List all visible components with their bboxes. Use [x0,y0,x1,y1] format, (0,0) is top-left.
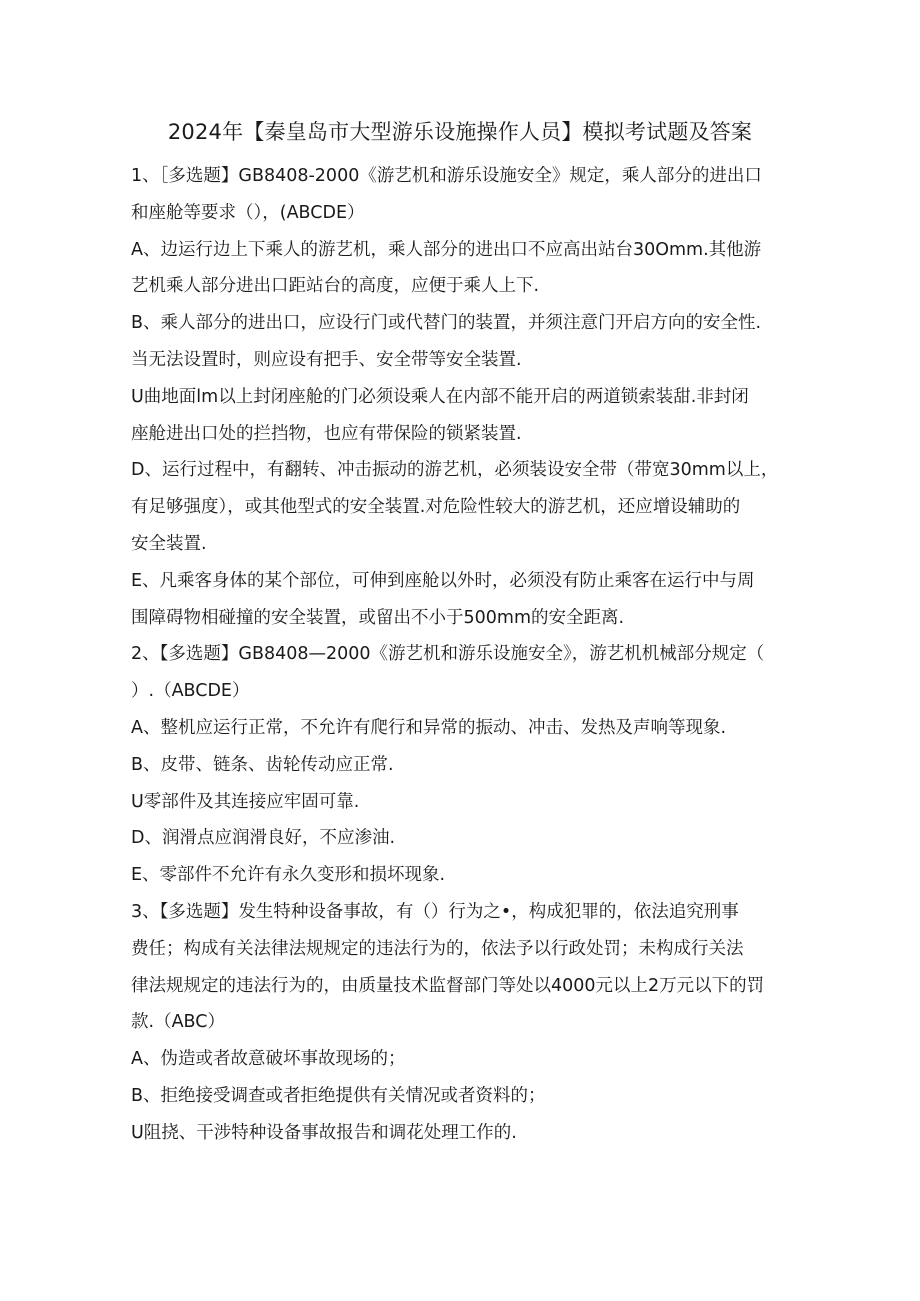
q2-option-a: A、整机应运行正常，不允许有爬行和异常的振动、冲击、发热及声响等现象. [131,717,727,738]
q1-option-e-line-2: 围障碍物相碰撞的安全装置，或留出不小于500mm的安全距离. [131,607,625,628]
q3-line-4: 款.（ABC） [131,1012,225,1033]
q1-option-c-line-2: 座舱进出口处的拦挡物，也应有带保险的锁紧装置. [131,423,522,444]
q1-option-d-line-3: 安全装置. [131,533,207,554]
q2-line-2: ）.（ABCDE） [131,681,250,702]
q1-option-c-line-1: U曲地面lm以上封闭座舱的门必须设乘人在内部不能开启的两道锁索装甜.非封闭 [131,386,749,407]
q1-option-b-line-1: B、乘人部分的进出口，应设行门或代替门的装置，并须注意门开启方向的安全性. [131,313,762,334]
q2-option-b: B、皮带、链条、齿轮传动应正常. [131,754,394,775]
q3-line-2: 费任；构成有关法律法规规定的违法行为的，依法予以行政处罚；未构成行关法 [131,938,744,959]
q1-option-d-line-2: 有足够强度），或其他型式的安全装置.对危险性较大的游艺机，还应增设辅助的 [131,497,741,518]
q1-option-a-line-1: A、边运行边上下乘人的游艺机，乘人部分的进出口不应高出站台30Omm.其他游 [131,239,762,260]
q1-option-a-line-2: 艺机乘人部分进出口距站台的高度，应便于乘人上下. [131,276,540,297]
q3-option-a: A、伪造或者故意破坏事故现场的； [131,1049,406,1070]
q1-option-e-line-1: E、凡乘客身体的某个部位，可伸到座舱以外时，必须没有防止乘客在运行中与周 [131,570,755,591]
q3-line-3: 律法规规定的违法行为的，由质量技术监督部门等处以4000元以上2万元以下的罚 [131,975,765,996]
q2-option-d: D、润滑点应润滑良好，不应渗油. [131,828,396,849]
q1-option-d-line-1: D、运行过程中，有翻转、冲击振动的游艺机，必须装设安全带（带宽30mm以上， [131,460,779,481]
q3-option-c: U阻挠、干涉特种设备事故报告和调花处理工作的. [131,1122,517,1143]
q3-line-1: 3、【多选题】发生特种设备事故，有（）行为之•，构成犯罪的，依法追究刑事 [131,901,739,922]
q2-option-c: U零部件及其连接应牢固可靠. [131,791,360,812]
q3-option-b: B、拒绝接受调查或者拒绝提供有关情况或者资料的； [131,1085,546,1106]
q1-line-2: 和座舱等要求（），(ABCDE） [131,202,365,223]
q1-option-b-line-2: 当无法设置时，则应设有把手、安全带等安全装置. [131,349,522,370]
document-title: 2024年【秦皇岛市大型游乐设施操作人员】模拟考试题及答案 [167,120,753,144]
q2-line-1: 2、【多选题】GB8408—2000《游艺机和游乐设施安全》，游艺机机械部分规定（ [131,644,765,665]
q2-option-e: E、零部件不允许有永久变形和损坏现象. [131,865,446,886]
q1-line-1: 1、［多选题】GB8408-2000《游艺机和游乐设施安全》规定，乘人部分的进出口 [131,166,762,186]
document-body [131,158,793,1152]
